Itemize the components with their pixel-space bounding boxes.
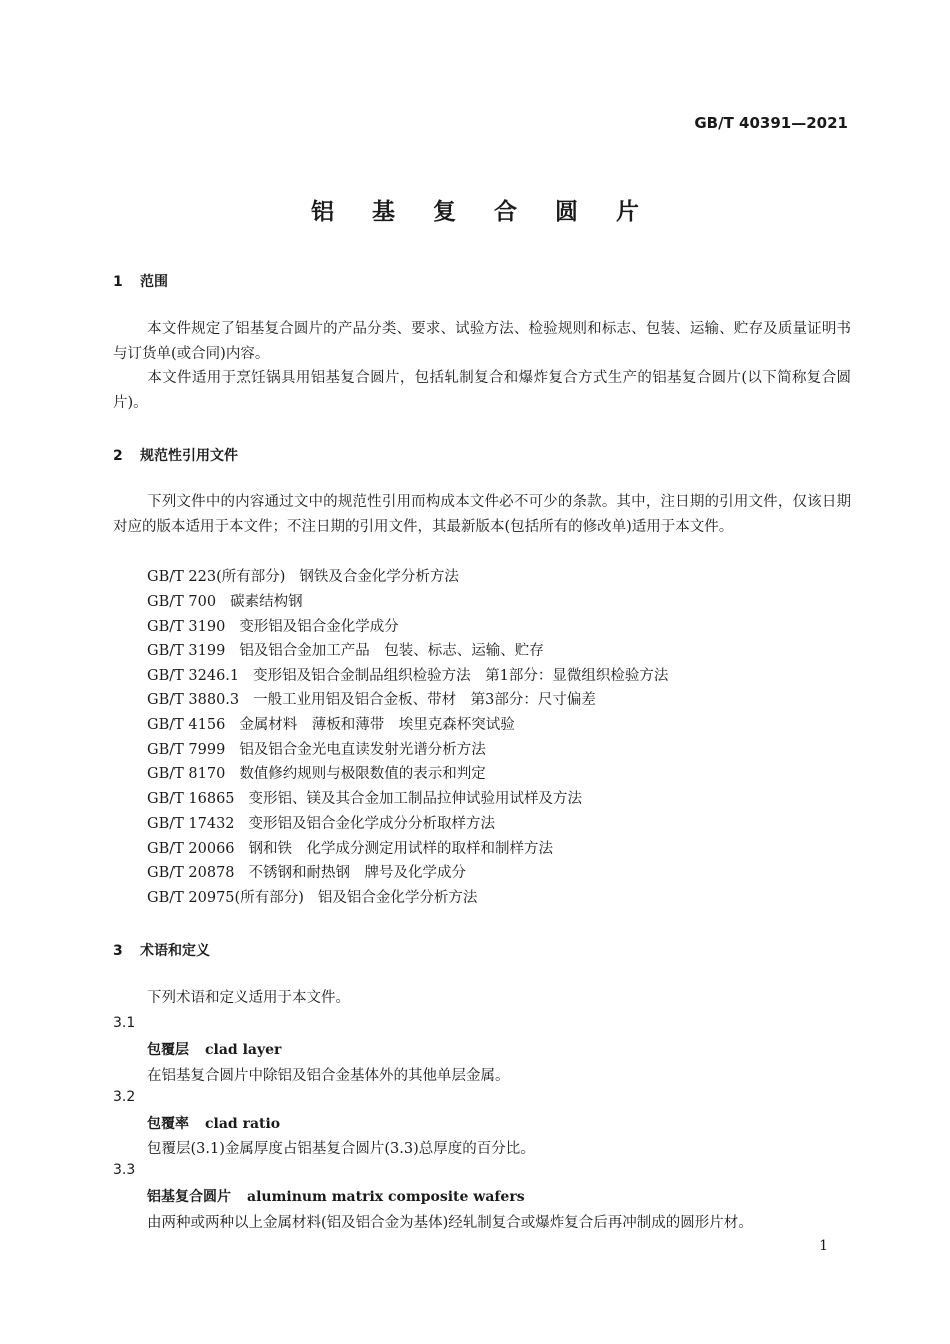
reference-item: GB/T 4156 金属材料 薄板和薄带 埃里克森杯突试验: [147, 717, 515, 733]
reference-item: GB/T 16865 变形铝、镁及其合金加工制品拉伸试验用试样及方法: [147, 791, 583, 807]
term-name: 包覆层 clad layer: [147, 1042, 282, 1058]
normative-references-intro: 下列文件中的内容通过文中的规范性引用而构成本文件必不可少的条款。其中，注日期的引用文件，仅该日期对应的版本适用于本文件；不注日期的引用文件，其最新版本(包括所有的修改单)适用于本文件。: [113, 494, 851, 535]
section-title: 范围: [140, 274, 168, 290]
reference-item: GB/T 3190 变形铝及铝合金化学成分: [147, 619, 399, 635]
standard-code: GB/T 40391—2021: [694, 114, 848, 132]
scope-paragraph-1: 本文件规定了铝基复合圆片的产品分类、要求、试验方法、检验规则和标志、包装、运输、贮存及质量证明书与订货单(或合同)内容。: [113, 321, 851, 362]
term-definition: 包覆层(3.1)金属厚度占铝基复合圆片(3.3)总厚度的百分比。: [147, 1141, 535, 1157]
term-number: 3.3: [113, 1162, 136, 1178]
section-number: 3: [113, 943, 123, 959]
term-name: 铝基复合圆片 aluminum matrix composite wafers: [147, 1189, 525, 1205]
reference-item: GB/T 7999 铝及铝合金光电直读发射光谱分析方法: [147, 742, 486, 758]
reference-item: GB/T 3246.1 变形铝及铝合金制品组织检验方法 第1部分：显微组织检验方法: [147, 668, 669, 684]
term-definition: 在铝基复合圆片中除铝及铝合金基体外的其他单层金属。: [147, 1068, 510, 1084]
reference-item: GB/T 223(所有部分) 钢铁及合金化学分析方法: [147, 569, 459, 585]
section-title: 规范性引用文件: [140, 448, 238, 464]
term-number: 3.2: [113, 1089, 136, 1105]
section-number: 1: [113, 274, 123, 290]
document-title: 铝 基 复 合 圆 片: [310, 199, 655, 225]
section-heading-normative-references: [113, 445, 238, 465]
reference-item: GB/T 8170 数值修约规则与极限数值的表示和判定: [147, 766, 486, 782]
reference-item: GB/T 3880.3 一般工业用铝及铝合金板、带材 第3部分：尺寸偏差: [147, 692, 596, 708]
terms-intro: 下列术语和定义适用于本文件。: [147, 990, 350, 1006]
reference-item: GB/T 20878 不锈钢和耐热钢 牌号及化学成分: [147, 865, 467, 881]
term-number: 3.1: [113, 1015, 136, 1031]
term-definition: 由两种或两种以上金属材料(铝及铝合金为基体)经轧制复合或爆炸复合后再冲制成的圆形片材。: [147, 1215, 753, 1231]
reference-item: GB/T 3199 铝及铝合金加工产品 包装、标志、运输、贮存: [147, 643, 544, 659]
reference-item: GB/T 17432 变形铝及铝合金化学成分分析取样方法: [147, 816, 496, 832]
reference-item: GB/T 700 碳素结构钢: [147, 594, 303, 610]
term-name: 包覆率 clad ratio: [147, 1116, 281, 1132]
reference-item: GB/T 20066 钢和铁 化学成分测定用试样的取样和制样方法: [147, 841, 554, 857]
section-number: 2: [113, 448, 123, 464]
page-number: 1: [819, 1238, 828, 1254]
scope-paragraph-2: 本文件适用于烹饪锅具用铝基复合圆片，包括轧制复合和爆炸复合方式生产的铝基复合圆片(以下简称复合圆片)。: [113, 370, 851, 411]
section-heading-terms: [113, 940, 210, 960]
reference-item: GB/T 20975(所有部分) 铝及铝合金化学分析方法: [147, 890, 478, 906]
section-heading-scope: [113, 271, 168, 291]
section-title: 术语和定义: [140, 943, 210, 959]
